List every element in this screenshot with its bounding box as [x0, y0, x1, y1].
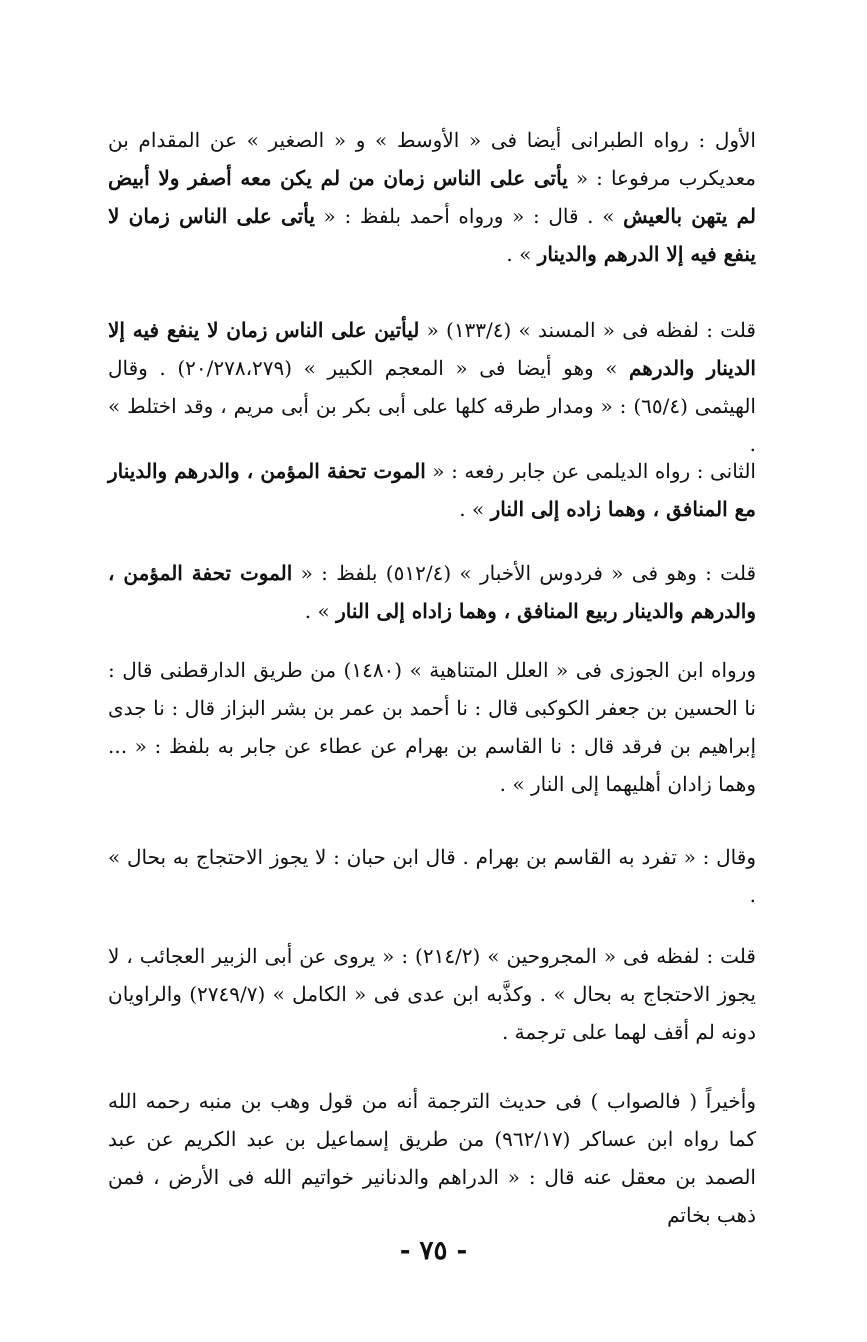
hadith-text: الموت تحفة المؤمن ، والدرهم والدينار ربيع المنافق ، وهما زاداه إلى النار: [108, 561, 756, 623]
body-text: » . قال : « ورواه أحمد بلفظ : «: [314, 204, 624, 228]
body-text: » .: [459, 497, 491, 521]
hadith-text: يأتى على الناس زمان من لم يكن معه أصفر ولا أبيض لم يتهن بالعيش: [108, 166, 756, 228]
body-text: قلت : لفظه فى « المسند » (١٣٣/٤) «: [419, 318, 756, 342]
hadith-text: يأتى على الناس زمان لا ينفع فيه إلا الدرهم والدينار: [108, 204, 756, 266]
body-text: الأول : رواه الطبرانى أيضا فى « الأوسط » و « الصغير » عن المقدام بن معديكرب مرفوعا : «: [108, 128, 757, 190]
body-text: وقال : « تفرد به القاسم بن بهرام . قال ابن حبان : لا يجوز الاحتجاج به بحال » .: [108, 845, 756, 907]
paragraph-second-narration: [108, 452, 756, 528]
paragraph-ibn-jawzi: [108, 651, 756, 803]
paragraph-conclusion: [108, 1082, 756, 1234]
body-text: وأخيراً ( فالصواب ) فى حديث الترجمة أنه من قول وهب بن منبه رحمه الله كما رواه ابن عساكر (٩٦٢/١٧) من طريق إسماعيل بن عبد الكريم عن عبد الصمد بن معقل عنه قال : « الدراهم والدنانير خواتيم الله فى الأرض ، فمن ذهب بخاتم: [108, 1089, 756, 1227]
body-text: » .: [304, 599, 337, 623]
paragraph-ibn-hibban: [108, 838, 756, 914]
body-text: » وهو أيضا فى « المعجم الكبير » (٢٠/٢٧٨،٢٧٩) . وقال الهيثمى (٦٥/٤) : « ومدار طرقه كلها على أبى بكر بن أبى مريم ، وقد اختلط » .: [108, 356, 756, 456]
paragraph-firdaws-note: [108, 554, 756, 630]
paragraph-musnad-note: [108, 311, 756, 463]
body-text: الثانى : رواه الديلمى عن جابر رفعه : «: [425, 459, 756, 483]
body-text: » .: [506, 242, 538, 266]
page-number: - ٧٥ -: [399, 1236, 468, 1266]
body-text: قلت : وهو فى « فردوس الأخبار » (٥١٢/٤) بلفظ : «: [292, 561, 757, 585]
hadith-text: الموت تحفة المؤمن ، والدرهم والدينار مع المنافق ، وهما زاده إلى النار: [108, 459, 756, 521]
paragraph-majruhin-note: [108, 937, 756, 1051]
body-text: قلت : لفظه فى « المجروحين » (٢١٤/٢) : « يروى عن أبى الزبير العجائب ، لا يجوز الاحتجاج به بحال » . وكذَّبه ابن عدى فى « الكامل » (٢٧٤٩/٧) والراويان دونه لم أقف لهما على ترجمة .: [108, 944, 756, 1044]
paragraph-first-narration: [108, 121, 756, 273]
hadith-text: ليأتين على الناس زمان لا ينفع فيه إلا الدينار والدرهم: [108, 318, 756, 380]
body-text: ورواه ابن الجوزى فى « العلل المتناهية » (١٤٨٠) من طريق الدارقطنى قال : نا الحسين بن جعفر الكوكبى قال : نا أحمد بن عمر بن بشر البزاز قال : نا جدى إبراهيم بن فرقد قال : نا القاسم بن بهرام عن عطاء عن جابر به بلفظ : « ... وهما زادان أهليهما إلى النار » .: [108, 658, 757, 796]
